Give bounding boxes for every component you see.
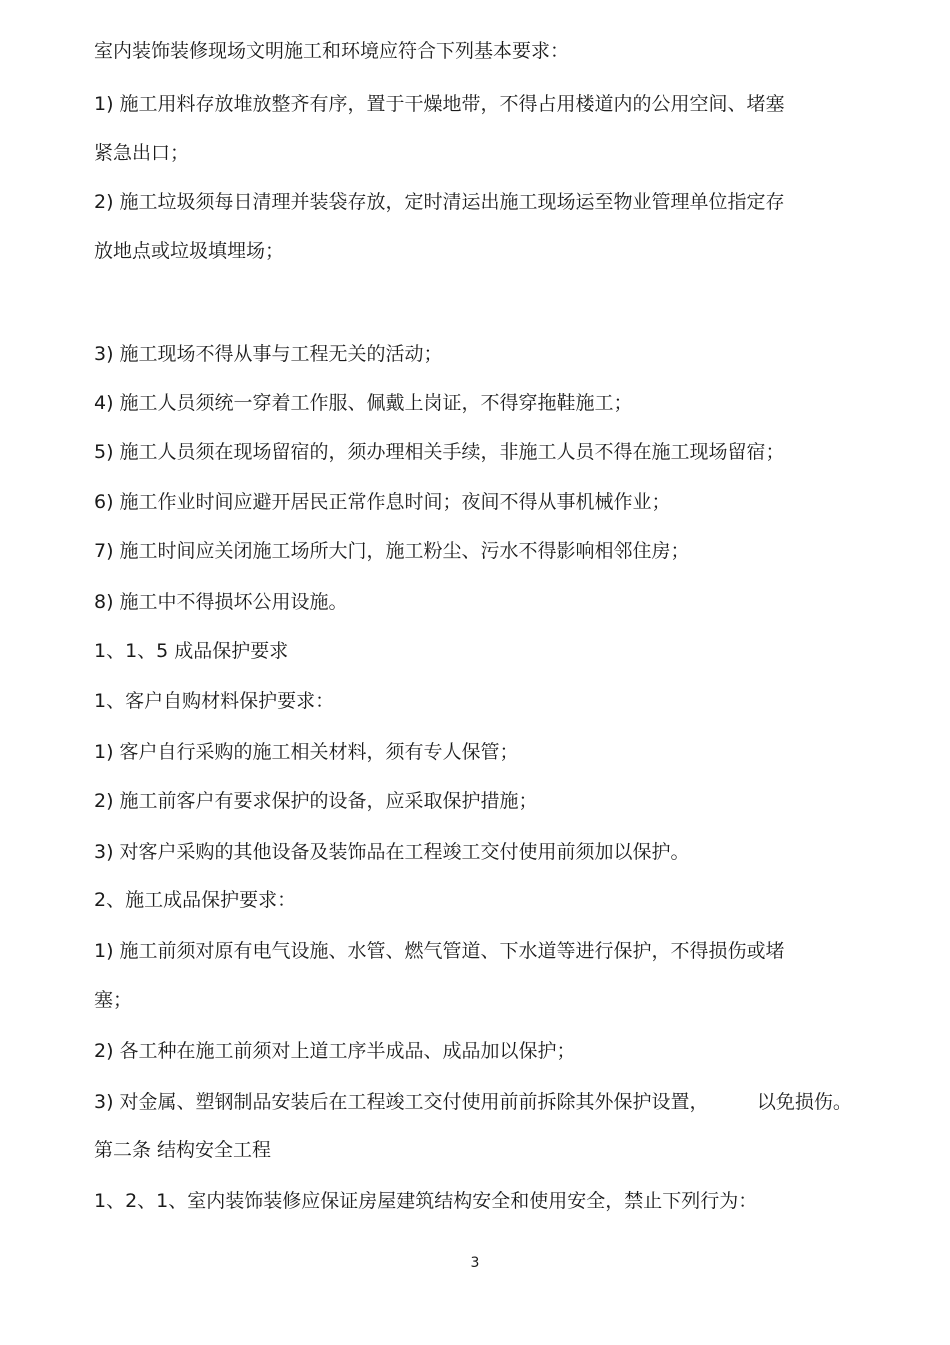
text-line-intro: 室内装饰装修现场文明施工和环境应符合下列基本要求：: [94, 40, 570, 62]
text-line-item-8: 8) 施工中不得损坏公用设施。: [94, 591, 348, 613]
text-line-item-5: 5) 施工人员须在现场留宿的，须办理相关手续，非施工人员不得在施工现场留宿；: [94, 441, 785, 463]
text-line-item-4: 4) 施工人员须统一穿着工作服、佩戴上岗证，不得穿拖鞋施工；: [94, 392, 633, 414]
text-line-product-1: 1) 施工前须对原有电气设施、水管、燃气管道、下水道等进行保护，不得损伤或堵: [94, 940, 785, 962]
text-line-product-2: 2) 各工种在施工前须对上道工序半成品、成品加以保护；: [94, 1040, 576, 1062]
article-heading-2: 第二条 结构安全工程: [94, 1139, 272, 1161]
text-line-product-3: 3) 对金属、塑钢制品安装后在工程竣工交付使用前前拆除其外保护设置， 以免损伤。: [94, 1091, 852, 1113]
page-number: 3: [470, 1255, 480, 1271]
subheading-construction-products: 2、施工成品保护要求：: [94, 889, 297, 911]
section-heading-1-1-5: 1、1、5 成品保护要求: [94, 640, 289, 662]
text-line-item-7: 7) 施工时间应关闭施工场所大门，施工粉尘、污水不得影响相邻住房；: [94, 540, 690, 562]
text-line-item-2: 2) 施工垃圾须每日清理并装袋存放，定时清运出施工现场运至物业管理单位指定存: [94, 191, 785, 213]
text-line-item-1: 1) 施工用料存放堆放整齐有序，置于干燥地带，不得占用楼道内的公用空间、堵塞: [94, 93, 785, 115]
text-line-customer-1: 1) 客户自行采购的施工相关材料，须有专人保管；: [94, 741, 519, 763]
text-line-item-3: 3) 施工现场不得从事与工程无关的活动；: [94, 343, 443, 365]
text-line-product-1-cont: 塞；: [94, 989, 133, 1011]
text-line-customer-2: 2) 施工前客户有要求保护的设备，应采取保护措施；: [94, 790, 538, 812]
text-line-customer-3: 3) 对客户采购的其他设备及装饰品在工程竣工交付使用前须加以保护。: [94, 841, 690, 863]
text-line-item-6: 6) 施工作业时间应避开居民正常作息时间；夜间不得从事机械作业；: [94, 491, 671, 513]
text-line-1-2-1: 1、2、1、室内装饰装修应保证房屋建筑结构安全和使用安全，禁止下列行为：: [94, 1190, 758, 1212]
subheading-customer-materials: 1、客户自购材料保护要求：: [94, 690, 335, 712]
text-line-item-1-cont: 紧急出口；: [94, 142, 190, 164]
text-line-item-2-cont: 放地点或垃圾填埋场；: [94, 240, 285, 262]
